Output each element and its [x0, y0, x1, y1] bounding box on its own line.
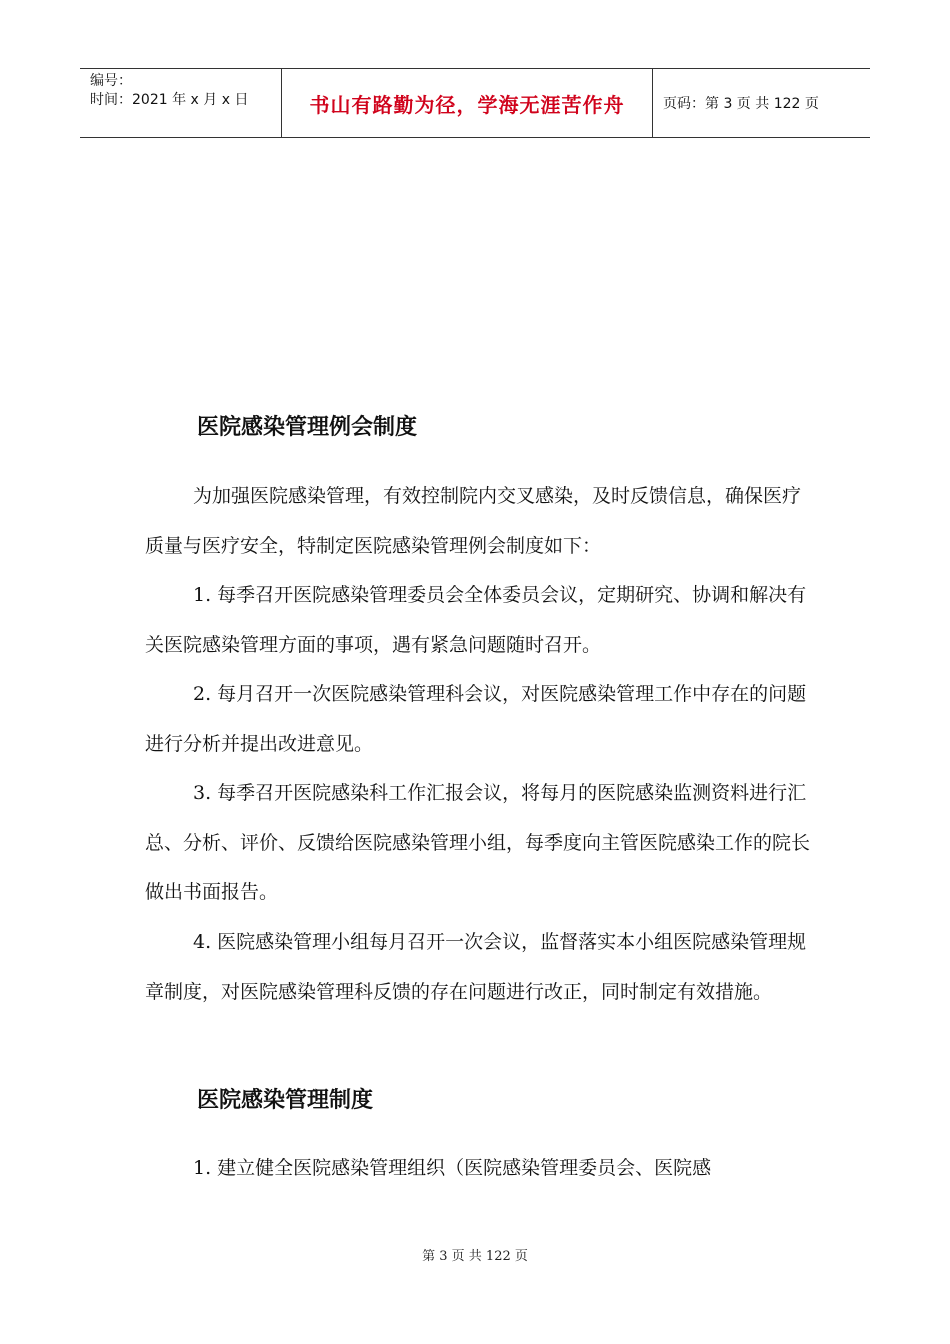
- header-motto-cell: [281, 69, 653, 137]
- document-time-label: 时间：2021 年 x 月 x 日: [90, 92, 249, 108]
- paragraph: 3. 每季召开医院感染科工作汇报会议，将每月的医院感染监测资料进行汇总、分析、评价、反馈给医院感染管理小组，每季度向主管医院感染工作的院长做出书面报告。: [145, 782, 811, 903]
- paragraph: 4. 医院感染管理小组每月召开一次会议，监督落实本小组医院感染管理规章制度，对医院感染管理科反馈的存在问题进行改正，同时制定有效措施。: [145, 931, 807, 1003]
- header-page-label: 页码：第 3 页 共 122 页: [663, 96, 819, 112]
- section-title: 医院感染管理制度: [197, 1088, 374, 1113]
- page-header: [80, 68, 870, 138]
- header-motto: 书山有路勤为径，学海无涯苦作舟: [309, 92, 625, 117]
- document-number-label: 编号：: [90, 73, 132, 89]
- paragraph: 1. 建立健全医院感染管理组织（医院感染管理委员会、医院感: [193, 1157, 712, 1179]
- paragraph: 1. 每季召开医院感染管理委员会全体委员会议，定期研究、协调和解决有关医院感染管理方面的事项，遇有紧急问题随时召开。: [145, 584, 807, 656]
- paragraph: 2. 每月召开一次医院感染管理科会议，对医院感染管理工作中存在的问题进行分析并提出改进意见。: [145, 683, 807, 755]
- paragraph: 为加强医院感染管理，有效控制院内交叉感染，及时反馈信息，确保医疗质量与医疗安全，特制定医院感染管理例会制度如下：: [145, 485, 802, 557]
- header-page-cell: [653, 69, 870, 137]
- header-meta: [80, 69, 281, 137]
- section-title: 医院感染管理例会制度: [197, 415, 418, 440]
- page-footer: 第 3 页 共 122 页: [422, 1249, 528, 1264]
